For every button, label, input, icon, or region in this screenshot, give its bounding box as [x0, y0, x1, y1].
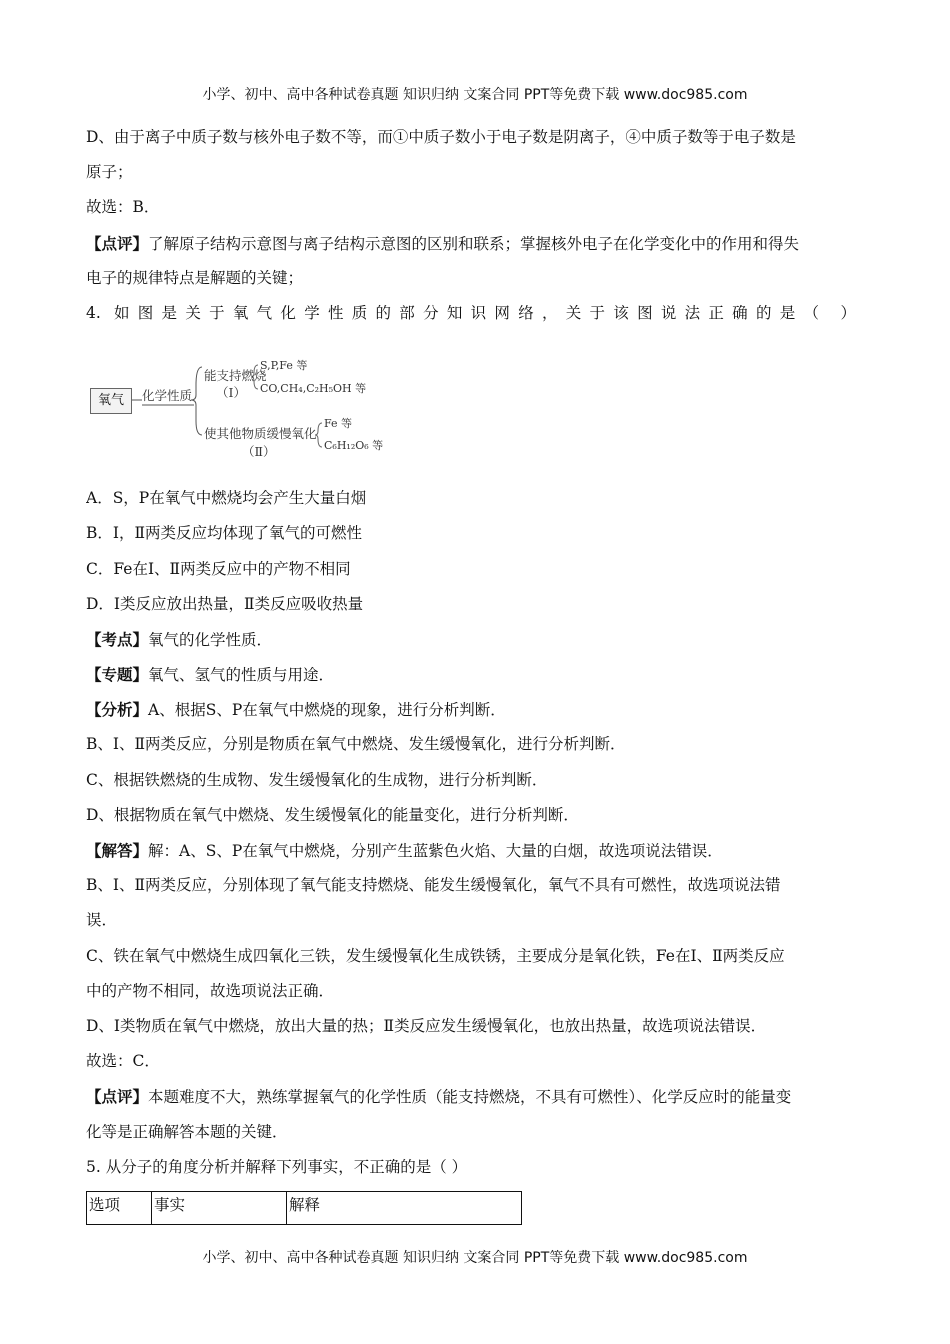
- q4-kaodian: [86, 622, 856, 657]
- q5-stem: 5. 从分子的角度分析并解释下列事实，不正确的是（ ）: [86, 1157, 468, 1176]
- q4-fenxi-b: B、Ⅰ、Ⅱ两类反应，分别是物质在氧气中燃烧、发生缓慢氧化，进行分析判断．: [86, 735, 626, 754]
- branch1-label: 能支持燃烧: [204, 368, 267, 384]
- page-footer: 小学、初中、高中各种试卷真题 知识归纳 文案合同 PPT等免费下载 www.doc985.com: [202, 1250, 748, 1266]
- branch2-number: （Ⅱ）: [242, 444, 276, 460]
- q4-option-c: C．Fe在Ⅰ、Ⅱ两类反应中的产物不相同: [86, 559, 351, 578]
- comment-label: 【点评】: [86, 1087, 149, 1107]
- q4-jieda-b2: 误．: [86, 911, 118, 930]
- prev-option-d-line1: D、由于离子中质子数与核外电子数不等，而①中质子数小于电子数是阴离子，④中质子数等于电子数是: [86, 128, 796, 146]
- table-header-option: 选项: [87, 1191, 152, 1224]
- q4-fenxi-d: D、根据物质在氧气中燃烧、发生缓慢氧化的能量变化，进行分析判断．: [86, 805, 579, 824]
- prev-comment-line2: 电子的规律特点是解题的关键；: [86, 268, 304, 287]
- branch2-items-2: C₆H₁₂O₆ 等: [324, 439, 384, 453]
- q4-jieda-c1: C、铁在氧气中燃烧生成四氧化三铁，发生缓慢氧化生成铁锈，主要成分是氧化铁，Fe在Ⅰ、Ⅱ两类反应: [86, 946, 785, 965]
- branch1-items-2: CO,CH₄,C₂H₅OH 等: [260, 382, 367, 396]
- fenxi-a-text: A、根据S、P在氧气中燃烧的现象，进行分析判断．: [148, 701, 506, 720]
- q4-option-d: D．Ⅰ类反应放出热量，Ⅱ类反应吸收热量: [86, 594, 364, 613]
- q4-jieda-d: D、Ⅰ类物质在氧气中燃烧，放出大量的热；Ⅱ类反应发生缓慢氧化，也放出热量，故选项说法错误．: [86, 1016, 767, 1035]
- q5-table: [86, 1191, 522, 1225]
- branch1-number: （Ⅰ）: [216, 385, 246, 401]
- branch2-label: 使其他物质缓慢氧化: [204, 426, 317, 442]
- zhuanti-text: 氧气、氢气的性质与用途．: [148, 666, 335, 685]
- table-header-fact: 事实: [152, 1191, 287, 1224]
- q4-jieda-a: [86, 833, 856, 868]
- document-body: [86, 120, 856, 1225]
- jieda-label: 【解答】: [86, 841, 149, 860]
- q4-comment-line2: 化等是正确解答本题的关键．: [86, 1122, 288, 1141]
- q4-answer: 故选：C．: [86, 1052, 160, 1071]
- kaodian-label: 【考点】: [86, 629, 149, 649]
- jieda-a-text: 解：A、S、P在氧气中燃烧，分别产生蓝紫色火焰、大量的白烟，故选项说法错误．: [148, 842, 723, 860]
- q4-zhuanti: [86, 657, 856, 692]
- table-header-row: [87, 1191, 522, 1224]
- oxygen-knowledge-diagram: [86, 355, 856, 477]
- q4-fenxi-c: C、根据铁燃烧的生成物、发生缓慢氧化的生成物，进行分析判断．: [86, 770, 548, 789]
- comment-text: 本题难度不大，熟练掌握氧气的化学性质（能支持燃烧，不具有可燃性）、化学反应时的能量变: [148, 1088, 792, 1107]
- comment-label: 【点评】: [86, 233, 149, 253]
- branch2-items-1: Fe 等: [324, 417, 353, 431]
- prev-comment-line1: [86, 226, 856, 261]
- prev-option-d-line2: 原子；: [86, 163, 133, 182]
- q4-fenxi-a: [86, 692, 856, 727]
- q4-comment-line1: [86, 1079, 856, 1114]
- q4-option-b: B．Ⅰ，Ⅱ两类反应均体现了氧气的可燃性: [86, 524, 363, 543]
- branch1-items-1: S,P,Fe 等: [260, 359, 308, 373]
- q4-jieda-c2: 中的产物不相同，故选项说法正确．: [86, 981, 335, 1000]
- zhuanti-label: 【专题】: [86, 665, 149, 685]
- q4-option-a: A．S，P在氧气中燃烧均会产生大量白烟: [86, 489, 367, 508]
- comment-text: 了解原子结构示意图与离子结构示意图的区别和联系；掌握核外电子在化学变化中的作用和得失: [148, 234, 800, 253]
- table-header-explanation: 解释: [287, 1191, 522, 1224]
- chem-property-label: 化学性质: [142, 388, 193, 404]
- page-header: 小学、初中、高中各种试卷真题 知识归纳 文案合同 PPT等免费下载 www.doc985.com: [202, 87, 748, 103]
- prev-answer: 故选：B．: [86, 198, 160, 217]
- kaodian-text: 氧气的化学性质．: [148, 630, 273, 649]
- q4-stem: 4. 如图是关于氧气化学性质的部分知识网络，关于该图说法正确的是（ ）: [86, 303, 856, 322]
- oxygen-box: 氧气: [90, 388, 132, 414]
- fenxi-label: 【分析】: [86, 700, 149, 720]
- q4-jieda-b1: B、Ⅰ、Ⅱ两类反应，分别体现了氧气能支持燃烧、能发生缓慢氧化，氧气不具有可燃性，故选项说法错: [86, 876, 781, 895]
